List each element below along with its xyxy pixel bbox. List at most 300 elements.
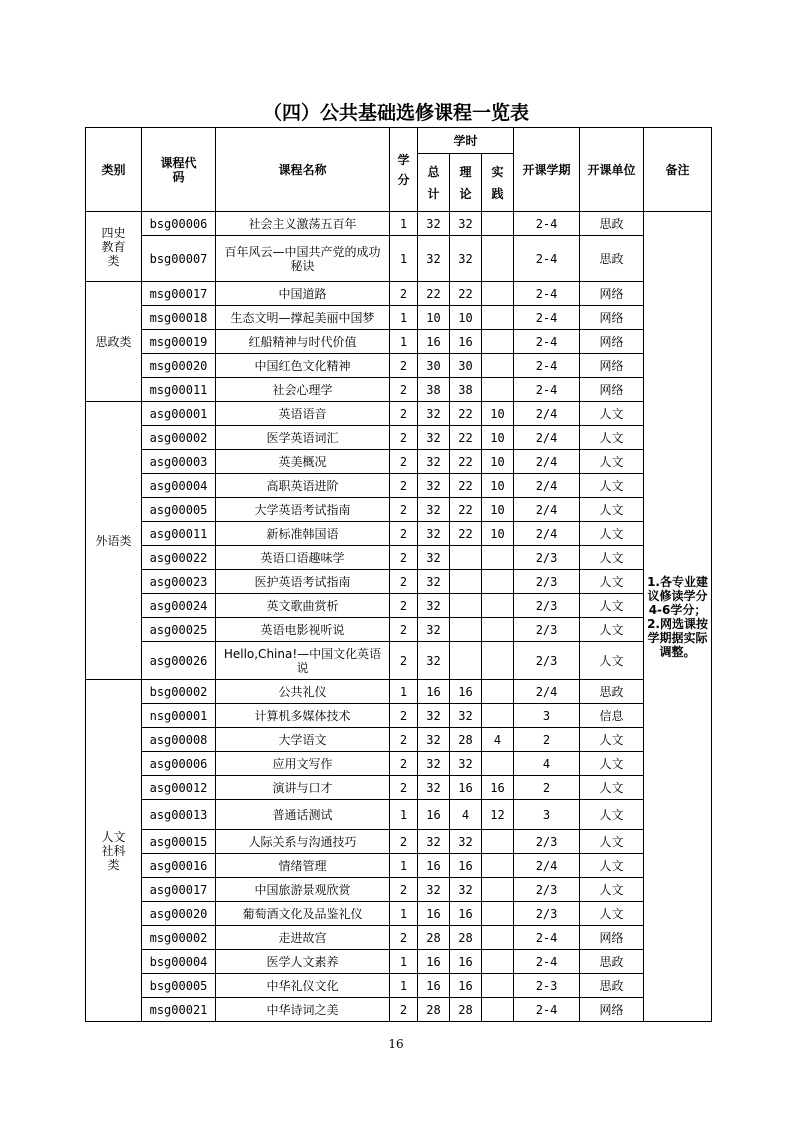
course-total-hours: 32 — [418, 498, 450, 522]
course-practice-hours — [482, 998, 514, 1022]
course-total-hours: 32 — [418, 450, 450, 474]
course-semester: 2-3 — [514, 974, 580, 998]
course-credit: 1 — [390, 800, 418, 830]
course-theory-hours: 16 — [450, 974, 482, 998]
course-total-hours: 16 — [418, 330, 450, 354]
course-theory-hours: 32 — [450, 752, 482, 776]
course-practice-hours: 10 — [482, 522, 514, 546]
table-row — [86, 378, 712, 402]
header-category: 类别 — [86, 128, 142, 212]
table-row — [86, 776, 712, 800]
course-name: 百年风云—中国共产党的成功秘诀 — [216, 236, 390, 282]
course-total-hours: 32 — [418, 776, 450, 800]
category-cell: 四史教育类 — [86, 212, 142, 282]
course-name: 计算机多媒体技术 — [216, 704, 390, 728]
course-practice-hours: 10 — [482, 402, 514, 426]
course-practice-hours — [482, 642, 514, 680]
course-credit: 2 — [390, 570, 418, 594]
course-credit: 2 — [390, 642, 418, 680]
table-row — [86, 450, 712, 474]
course-code: asg00004 — [142, 474, 216, 498]
course-practice-hours — [482, 330, 514, 354]
course-total-hours: 32 — [418, 522, 450, 546]
course-semester: 2-4 — [514, 282, 580, 306]
course-name: 英语口语趣味学 — [216, 546, 390, 570]
course-semester: 2 — [514, 728, 580, 752]
course-theory-hours: 28 — [450, 998, 482, 1022]
course-credit: 2 — [390, 998, 418, 1022]
course-theory-hours: 16 — [450, 854, 482, 878]
course-unit: 人文 — [580, 752, 644, 776]
course-theory-hours: 32 — [450, 878, 482, 902]
course-name: 英语语音 — [216, 402, 390, 426]
course-name: 中国道路 — [216, 282, 390, 306]
course-semester: 2 — [514, 776, 580, 800]
table-row — [86, 282, 712, 306]
course-total-hours: 32 — [418, 474, 450, 498]
course-code: asg00005 — [142, 498, 216, 522]
course-semester: 2/4 — [514, 474, 580, 498]
course-semester: 2-4 — [514, 330, 580, 354]
header-code: 课程代码 — [142, 128, 216, 212]
course-theory-hours — [450, 642, 482, 680]
course-credit: 2 — [390, 522, 418, 546]
remark-cell: 1.各专业建议修读学分4-6学分；2.网选课按学期据实际调整。 — [644, 212, 712, 1022]
course-practice-hours — [482, 212, 514, 236]
course-name: 社会心理学 — [216, 378, 390, 402]
course-unit: 人文 — [580, 642, 644, 680]
course-name: 应用文写作 — [216, 752, 390, 776]
header-total: 总计 — [418, 154, 450, 212]
course-total-hours: 32 — [418, 594, 450, 618]
course-total-hours: 16 — [418, 974, 450, 998]
course-practice-hours — [482, 752, 514, 776]
category-cell: 外语类 — [86, 402, 142, 680]
course-credit: 2 — [390, 354, 418, 378]
course-unit: 网络 — [580, 306, 644, 330]
course-credit: 1 — [390, 680, 418, 704]
header-theory: 理论 — [450, 154, 482, 212]
table-row — [86, 354, 712, 378]
course-total-hours: 16 — [418, 800, 450, 830]
table-row — [86, 704, 712, 728]
course-name: 中华诗词之美 — [216, 998, 390, 1022]
course-unit: 网络 — [580, 998, 644, 1022]
course-name: 大学英语考试指南 — [216, 498, 390, 522]
course-semester: 2-4 — [514, 306, 580, 330]
table-row — [86, 306, 712, 330]
course-credit: 1 — [390, 902, 418, 926]
course-code: asg00023 — [142, 570, 216, 594]
header-semester: 开课学期 — [514, 128, 580, 212]
course-practice-hours — [482, 306, 514, 330]
course-credit: 2 — [390, 402, 418, 426]
course-practice-hours — [482, 704, 514, 728]
course-total-hours: 16 — [418, 854, 450, 878]
course-credit: 2 — [390, 728, 418, 752]
course-credit: 2 — [390, 830, 418, 854]
course-credit: 2 — [390, 752, 418, 776]
course-table — [85, 127, 712, 1022]
table-row — [86, 546, 712, 570]
course-code: msg00011 — [142, 378, 216, 402]
course-semester: 2-4 — [514, 998, 580, 1022]
course-unit: 人文 — [580, 594, 644, 618]
course-name: 走进故宫 — [216, 926, 390, 950]
course-unit: 人文 — [580, 728, 644, 752]
course-semester: 4 — [514, 752, 580, 776]
table-row — [86, 570, 712, 594]
course-name: Hello,China!—中国文化英语说 — [216, 642, 390, 680]
category-cell: 思政类 — [86, 282, 142, 402]
course-unit: 思政 — [580, 680, 644, 704]
course-semester: 2/3 — [514, 594, 580, 618]
header-credit: 学分 — [390, 128, 418, 212]
course-total-hours: 32 — [418, 570, 450, 594]
course-total-hours: 28 — [418, 998, 450, 1022]
course-theory-hours: 22 — [450, 522, 482, 546]
course-theory-hours: 32 — [450, 236, 482, 282]
table-row — [86, 426, 712, 450]
course-theory-hours — [450, 570, 482, 594]
course-unit: 网络 — [580, 354, 644, 378]
course-code: asg00015 — [142, 830, 216, 854]
course-practice-hours — [482, 570, 514, 594]
course-unit: 人文 — [580, 402, 644, 426]
course-practice-hours — [482, 680, 514, 704]
course-theory-hours: 22 — [450, 282, 482, 306]
course-semester: 2/4 — [514, 498, 580, 522]
table-row — [86, 902, 712, 926]
course-code: msg00017 — [142, 282, 216, 306]
course-credit: 2 — [390, 378, 418, 402]
course-semester: 2/3 — [514, 570, 580, 594]
course-code: asg00008 — [142, 728, 216, 752]
course-practice-hours: 12 — [482, 800, 514, 830]
course-unit: 人文 — [580, 878, 644, 902]
course-theory-hours — [450, 594, 482, 618]
course-credit: 1 — [390, 306, 418, 330]
course-theory-hours: 30 — [450, 354, 482, 378]
course-theory-hours: 22 — [450, 450, 482, 474]
course-code: asg00022 — [142, 546, 216, 570]
course-total-hours: 38 — [418, 378, 450, 402]
course-unit: 思政 — [580, 950, 644, 974]
course-practice-hours: 10 — [482, 498, 514, 522]
course-practice-hours — [482, 618, 514, 642]
course-unit: 思政 — [580, 212, 644, 236]
course-total-hours: 32 — [418, 212, 450, 236]
course-code: msg00021 — [142, 998, 216, 1022]
course-credit: 2 — [390, 926, 418, 950]
table-row — [86, 212, 712, 236]
header-hours: 学时 — [418, 128, 514, 154]
course-semester: 2/3 — [514, 878, 580, 902]
course-unit: 思政 — [580, 974, 644, 998]
course-unit: 网络 — [580, 282, 644, 306]
course-practice-hours — [482, 926, 514, 950]
course-unit: 人文 — [580, 498, 644, 522]
course-theory-hours: 10 — [450, 306, 482, 330]
course-total-hours: 32 — [418, 546, 450, 570]
course-name: 人际关系与沟通技巧 — [216, 830, 390, 854]
course-total-hours: 16 — [418, 902, 450, 926]
course-code: bsg00007 — [142, 236, 216, 282]
course-credit: 2 — [390, 776, 418, 800]
course-name: 葡萄酒文化及品鉴礼仪 — [216, 902, 390, 926]
table-row — [86, 728, 712, 752]
category-cell: 人文社科类 — [86, 680, 142, 1022]
course-theory-hours: 32 — [450, 212, 482, 236]
course-code: asg00017 — [142, 878, 216, 902]
course-name: 情绪管理 — [216, 854, 390, 878]
course-theory-hours: 32 — [450, 830, 482, 854]
course-unit: 信息 — [580, 704, 644, 728]
course-total-hours: 32 — [418, 704, 450, 728]
course-credit: 2 — [390, 474, 418, 498]
table-row — [86, 950, 712, 974]
course-practice-hours — [482, 830, 514, 854]
course-credit: 1 — [390, 854, 418, 878]
course-theory-hours: 16 — [450, 902, 482, 926]
course-name: 英文歌曲赏析 — [216, 594, 390, 618]
course-semester: 2/3 — [514, 902, 580, 926]
course-unit: 思政 — [580, 236, 644, 282]
table-row — [86, 402, 712, 426]
table-row — [86, 752, 712, 776]
course-credit: 2 — [390, 594, 418, 618]
header-practice: 实践 — [482, 154, 514, 212]
course-name: 医学英语词汇 — [216, 426, 390, 450]
header-remark: 备注 — [644, 128, 712, 212]
course-theory-hours — [450, 618, 482, 642]
course-semester: 2/4 — [514, 450, 580, 474]
course-unit: 网络 — [580, 926, 644, 950]
course-theory-hours: 16 — [450, 330, 482, 354]
course-practice-hours: 10 — [482, 426, 514, 450]
course-unit: 人文 — [580, 618, 644, 642]
course-theory-hours: 32 — [450, 704, 482, 728]
table-row — [86, 800, 712, 830]
course-unit: 人文 — [580, 426, 644, 450]
table-row — [86, 498, 712, 522]
course-name: 演讲与口才 — [216, 776, 390, 800]
course-semester: 2/3 — [514, 642, 580, 680]
course-name: 大学语文 — [216, 728, 390, 752]
course-total-hours: 32 — [418, 618, 450, 642]
course-total-hours: 16 — [418, 680, 450, 704]
course-credit: 2 — [390, 704, 418, 728]
course-theory-hours: 4 — [450, 800, 482, 830]
page-number: 16 — [388, 1037, 404, 1051]
course-total-hours: 16 — [418, 950, 450, 974]
table-row — [86, 236, 712, 282]
table-row — [86, 642, 712, 680]
course-code: bsg00005 — [142, 974, 216, 998]
course-name: 英美概况 — [216, 450, 390, 474]
table-row — [86, 926, 712, 950]
header-name: 课程名称 — [216, 128, 390, 212]
course-unit: 人文 — [580, 830, 644, 854]
course-semester: 2-4 — [514, 212, 580, 236]
course-unit: 人文 — [580, 800, 644, 830]
course-practice-hours: 16 — [482, 776, 514, 800]
course-practice-hours — [482, 378, 514, 402]
course-practice-hours — [482, 878, 514, 902]
course-theory-hours: 38 — [450, 378, 482, 402]
course-practice-hours — [482, 974, 514, 998]
course-semester: 2/4 — [514, 854, 580, 878]
page-title: （四）公共基础选修课程一览表 — [262, 102, 529, 124]
course-total-hours: 32 — [418, 426, 450, 450]
table-row — [86, 594, 712, 618]
course-unit: 人文 — [580, 546, 644, 570]
table-row — [86, 998, 712, 1022]
course-total-hours: 32 — [418, 878, 450, 902]
course-credit: 2 — [390, 618, 418, 642]
course-name: 普通话测试 — [216, 800, 390, 830]
course-semester: 3 — [514, 704, 580, 728]
course-total-hours: 32 — [418, 830, 450, 854]
course-table-body — [86, 212, 712, 1022]
course-name: 社会主义激荡五百年 — [216, 212, 390, 236]
course-semester: 2/3 — [514, 546, 580, 570]
course-semester: 2-4 — [514, 354, 580, 378]
course-unit: 人文 — [580, 776, 644, 800]
course-practice-hours: 10 — [482, 474, 514, 498]
course-total-hours: 32 — [418, 728, 450, 752]
course-practice-hours — [482, 854, 514, 878]
course-theory-hours: 28 — [450, 926, 482, 950]
course-semester: 2/3 — [514, 618, 580, 642]
course-unit: 人文 — [580, 450, 644, 474]
course-code: msg00019 — [142, 330, 216, 354]
course-semester: 2-4 — [514, 926, 580, 950]
course-practice-hours — [482, 354, 514, 378]
course-unit: 网络 — [580, 378, 644, 402]
course-code: bsg00006 — [142, 212, 216, 236]
course-code: asg00001 — [142, 402, 216, 426]
course-semester: 2/4 — [514, 402, 580, 426]
course-practice-hours: 4 — [482, 728, 514, 752]
course-code: asg00025 — [142, 618, 216, 642]
course-semester: 2/4 — [514, 522, 580, 546]
course-code: bsg00002 — [142, 680, 216, 704]
course-code: msg00020 — [142, 354, 216, 378]
course-theory-hours: 22 — [450, 426, 482, 450]
course-credit: 2 — [390, 498, 418, 522]
course-total-hours: 32 — [418, 402, 450, 426]
course-semester: 2/4 — [514, 680, 580, 704]
course-code: asg00024 — [142, 594, 216, 618]
course-unit: 人文 — [580, 854, 644, 878]
course-practice-hours — [482, 950, 514, 974]
course-credit: 1 — [390, 236, 418, 282]
course-practice-hours — [482, 236, 514, 282]
course-credit: 2 — [390, 450, 418, 474]
course-theory-hours: 22 — [450, 474, 482, 498]
course-semester: 2-4 — [514, 378, 580, 402]
course-name: 高职英语进阶 — [216, 474, 390, 498]
course-code: asg00003 — [142, 450, 216, 474]
course-name: 公共礼仪 — [216, 680, 390, 704]
course-credit: 1 — [390, 974, 418, 998]
course-practice-hours — [482, 282, 514, 306]
header-unit: 开课单位 — [580, 128, 644, 212]
course-theory-hours: 16 — [450, 776, 482, 800]
course-theory-hours: 22 — [450, 402, 482, 426]
course-code: bsg00004 — [142, 950, 216, 974]
course-name: 中国红色文化精神 — [216, 354, 390, 378]
course-code: asg00002 — [142, 426, 216, 450]
course-credit: 1 — [390, 212, 418, 236]
course-total-hours: 10 — [418, 306, 450, 330]
course-name: 医护英语考试指南 — [216, 570, 390, 594]
course-unit: 人文 — [580, 902, 644, 926]
course-total-hours: 32 — [418, 752, 450, 776]
course-unit: 人文 — [580, 570, 644, 594]
course-total-hours: 30 — [418, 354, 450, 378]
course-code: asg00016 — [142, 854, 216, 878]
table-row — [86, 474, 712, 498]
table-row — [86, 878, 712, 902]
course-practice-hours: 10 — [482, 450, 514, 474]
course-name: 红船精神与时代价值 — [216, 330, 390, 354]
course-name: 新标准韩国语 — [216, 522, 390, 546]
table-row — [86, 680, 712, 704]
course-total-hours: 32 — [418, 236, 450, 282]
table-row — [86, 974, 712, 998]
course-credit: 2 — [390, 282, 418, 306]
course-theory-hours: 28 — [450, 728, 482, 752]
table-row — [86, 854, 712, 878]
course-name: 生态文明—撑起美丽中国梦 — [216, 306, 390, 330]
course-semester: 3 — [514, 800, 580, 830]
course-semester: 2/3 — [514, 830, 580, 854]
course-theory-hours: 16 — [450, 950, 482, 974]
course-semester: 2-4 — [514, 236, 580, 282]
course-practice-hours — [482, 594, 514, 618]
table-row — [86, 330, 712, 354]
course-code: nsg00001 — [142, 704, 216, 728]
course-code: asg00011 — [142, 522, 216, 546]
course-name: 中华礼仪文化 — [216, 974, 390, 998]
course-name: 英语电影视听说 — [216, 618, 390, 642]
course-total-hours: 28 — [418, 926, 450, 950]
course-semester: 2/4 — [514, 426, 580, 450]
course-practice-hours — [482, 546, 514, 570]
course-name: 中国旅游景观欣赏 — [216, 878, 390, 902]
course-total-hours: 32 — [418, 642, 450, 680]
course-code: asg00020 — [142, 902, 216, 926]
course-credit: 1 — [390, 330, 418, 354]
course-code: asg00012 — [142, 776, 216, 800]
course-unit: 人文 — [580, 474, 644, 498]
course-code: msg00002 — [142, 926, 216, 950]
course-practice-hours — [482, 902, 514, 926]
course-credit: 1 — [390, 950, 418, 974]
table-row — [86, 618, 712, 642]
course-theory-hours — [450, 546, 482, 570]
course-unit: 人文 — [580, 522, 644, 546]
course-credit: 2 — [390, 878, 418, 902]
course-name: 医学人文素养 — [216, 950, 390, 974]
course-theory-hours: 22 — [450, 498, 482, 522]
course-code: msg00018 — [142, 306, 216, 330]
course-credit: 2 — [390, 546, 418, 570]
course-theory-hours: 16 — [450, 680, 482, 704]
table-row — [86, 830, 712, 854]
